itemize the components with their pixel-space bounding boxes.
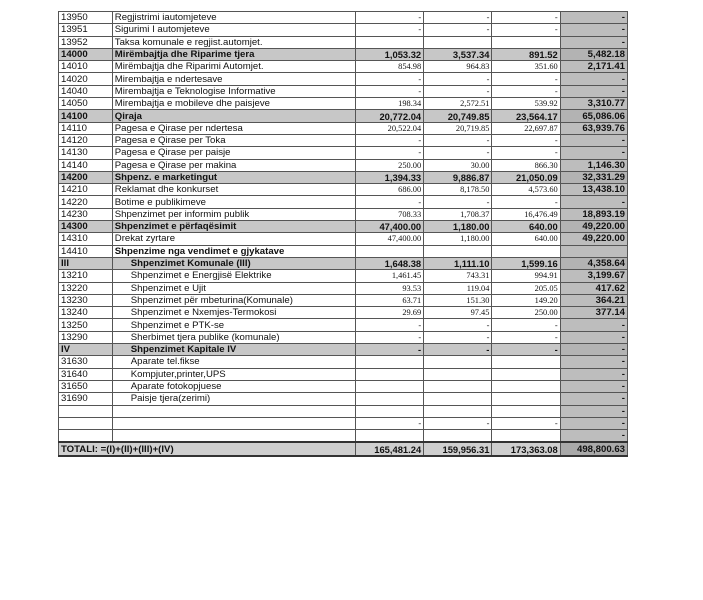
row-description: Shpenz. e marketingut [112, 171, 355, 183]
row-code: III [59, 257, 113, 269]
total-col-1: 165,481.24 [355, 442, 423, 455]
row-value-3: 205.05 [492, 282, 560, 294]
row-description: Pagesa e Qirase per makina [112, 159, 355, 171]
row-value-2: 1,180.00 [424, 221, 492, 233]
total-col-2: 159,956.31 [424, 442, 492, 455]
row-value-2 [424, 356, 492, 368]
row-code: 13230 [59, 294, 113, 306]
row-code: IV [59, 344, 113, 356]
row-total: 49,220.00 [560, 233, 627, 245]
row-description: Shpenzimet për mbeturina(Komunale) [112, 294, 355, 306]
row-code: 14140 [59, 159, 113, 171]
row-value-1: - [355, 12, 423, 24]
row-code: 14130 [59, 147, 113, 159]
row-value-3 [492, 36, 560, 48]
row-total: 1,146.30 [560, 159, 627, 171]
table-row [59, 319, 628, 331]
total-col-3: 173,363.08 [492, 442, 560, 455]
row-description: Pagesa e Qirase per Toka [112, 134, 355, 146]
row-description: Drekat zyrtare [112, 233, 355, 245]
row-value-1: 29.69 [355, 307, 423, 319]
row-code: 14010 [59, 61, 113, 73]
row-description: Aparate tel.fikse [112, 356, 355, 368]
row-value-3: 250.00 [492, 307, 560, 319]
row-value-2: 8,178.50 [424, 184, 492, 196]
row-value-3: - [492, 12, 560, 24]
row-value-3: 640.00 [492, 221, 560, 233]
row-description: Paisje tjera(zerimi) [112, 393, 355, 405]
row-description: Shpenzimet per informim publik [112, 208, 355, 220]
table-row [59, 134, 628, 146]
row-total: - [560, 393, 627, 405]
row-total: 5,482.18 [560, 48, 627, 60]
table-row [59, 270, 628, 282]
row-code: 13250 [59, 319, 113, 331]
row-value-1: 63.71 [355, 294, 423, 306]
row-value-3: - [492, 344, 560, 356]
row-value-1: - [355, 344, 423, 356]
row-description: Mirembajtja e mobileve dhe paisjeve [112, 98, 355, 110]
row-code: 14220 [59, 196, 113, 208]
row-value-2: - [424, 12, 492, 24]
row-code: 14000 [59, 48, 113, 60]
row-total: - [560, 73, 627, 85]
row-value-3: 21,050.09 [492, 171, 560, 183]
row-description [112, 417, 355, 429]
row-total: 4,358.64 [560, 257, 627, 269]
row-value-2 [424, 36, 492, 48]
row-code: 14230 [59, 208, 113, 220]
row-value-3: - [492, 417, 560, 429]
row-value-1: 198.34 [355, 98, 423, 110]
table-row [59, 368, 628, 380]
row-code [59, 430, 113, 443]
row-code: 14040 [59, 85, 113, 97]
row-value-2: - [424, 344, 492, 356]
row-total: 32,331.29 [560, 171, 627, 183]
table-row [59, 184, 628, 196]
row-value-3: - [492, 147, 560, 159]
row-value-1 [355, 245, 423, 257]
row-total: - [560, 331, 627, 343]
row-value-3: 351.60 [492, 61, 560, 73]
row-description: Regjistrimi iautomjeteve [112, 12, 355, 24]
row-total: - [560, 356, 627, 368]
row-value-1: 1,053.32 [355, 48, 423, 60]
row-value-1: - [355, 147, 423, 159]
row-code: 14410 [59, 245, 113, 257]
category-row [59, 171, 628, 183]
row-total: 65,086.06 [560, 110, 627, 122]
row-description: Shpenzime nga vendimet e gjykatave [112, 245, 355, 257]
row-value-1: - [355, 85, 423, 97]
row-total: - [560, 344, 627, 356]
row-description: Shpenzimet e përfaqësimit [112, 221, 355, 233]
row-code: 31640 [59, 368, 113, 380]
blank-row [59, 430, 628, 443]
row-value-1: - [355, 331, 423, 343]
row-description: Shpenzimet e Energjisë Elektrike [112, 270, 355, 282]
row-value-3 [492, 356, 560, 368]
row-value-1: 686.00 [355, 184, 423, 196]
row-value-1: 20,522.04 [355, 122, 423, 134]
row-total: 13,438.10 [560, 184, 627, 196]
row-code: 31690 [59, 393, 113, 405]
row-description: Mirëmbajtja dhe Riparimi Automjet. [112, 61, 355, 73]
row-value-2: 9,886.87 [424, 171, 492, 183]
row-value-2 [424, 380, 492, 392]
row-code: 14100 [59, 110, 113, 122]
category-row [59, 257, 628, 269]
row-value-3: 994.91 [492, 270, 560, 282]
row-value-2: - [424, 319, 492, 331]
row-value-2 [424, 368, 492, 380]
row-value-2 [424, 393, 492, 405]
table-row [59, 294, 628, 306]
row-value-1: 93.53 [355, 282, 423, 294]
table-row [59, 356, 628, 368]
row-value-2: - [424, 134, 492, 146]
row-total: 364.21 [560, 294, 627, 306]
table-row [59, 159, 628, 171]
row-code: 31630 [59, 356, 113, 368]
table-row [59, 307, 628, 319]
row-value-2: - [424, 331, 492, 343]
row-total: - [560, 36, 627, 48]
row-value-2: 743.31 [424, 270, 492, 282]
row-value-2: 20,719.85 [424, 122, 492, 134]
row-code: 14120 [59, 134, 113, 146]
row-total: - [560, 430, 627, 443]
row-value-1: - [355, 73, 423, 85]
row-value-1: - [355, 319, 423, 331]
row-total: 49,220.00 [560, 221, 627, 233]
row-value-3: 16,476.49 [492, 208, 560, 220]
row-code: 14020 [59, 73, 113, 85]
row-value-1: - [355, 417, 423, 429]
row-value-3: - [492, 319, 560, 331]
row-value-1: 1,648.38 [355, 257, 423, 269]
row-description: Qiraja [112, 110, 355, 122]
table-row [59, 208, 628, 220]
row-value-1: - [355, 24, 423, 36]
row-value-2: 151.30 [424, 294, 492, 306]
table-row [59, 245, 628, 257]
row-value-2: - [424, 85, 492, 97]
total-label: TOTALI: =(I)+(II)+(III)+(IV) [59, 442, 356, 455]
row-value-1: - [355, 196, 423, 208]
row-value-3: 539.92 [492, 98, 560, 110]
row-total: 377.14 [560, 307, 627, 319]
row-total: - [560, 147, 627, 159]
row-code: 13210 [59, 270, 113, 282]
row-value-1: 20,772.04 [355, 110, 423, 122]
row-code: 14050 [59, 98, 113, 110]
row-value-3 [492, 430, 560, 443]
row-description: Shpenzimet e PTK-se [112, 319, 355, 331]
row-description: Pagesa e Qirase per paisje [112, 147, 355, 159]
category-row [59, 110, 628, 122]
row-total: 417.62 [560, 282, 627, 294]
row-value-3: - [492, 331, 560, 343]
row-value-2: 2,572.51 [424, 98, 492, 110]
row-total: - [560, 417, 627, 429]
row-value-1: 1,461.45 [355, 270, 423, 282]
row-value-3 [492, 368, 560, 380]
total-grand: 498,800.63 [560, 442, 627, 455]
row-total: - [560, 24, 627, 36]
row-description: Reklamat dhe konkurset [112, 184, 355, 196]
row-value-2: - [424, 417, 492, 429]
row-value-2: - [424, 147, 492, 159]
table-row [59, 73, 628, 85]
row-value-1 [355, 430, 423, 443]
row-value-2: - [424, 73, 492, 85]
blank-row [59, 417, 628, 429]
row-value-1: 47,400.00 [355, 221, 423, 233]
row-value-2: 97.45 [424, 307, 492, 319]
row-description: Shpenzimet e Nxemjes-Termokosi [112, 307, 355, 319]
row-value-3: 891.52 [492, 48, 560, 60]
row-description: Aparate fotokopjuese [112, 380, 355, 392]
row-value-1 [355, 405, 423, 417]
row-total: - [560, 380, 627, 392]
row-total: - [560, 134, 627, 146]
row-value-3: - [492, 73, 560, 85]
row-value-2: 1,708.37 [424, 208, 492, 220]
row-value-2 [424, 405, 492, 417]
table-row [59, 12, 628, 24]
table-body [59, 12, 628, 443]
row-description: Shpenzimet e Ujit [112, 282, 355, 294]
row-value-1 [355, 368, 423, 380]
row-value-1 [355, 393, 423, 405]
row-value-1: - [355, 134, 423, 146]
row-value-3: 4,573.60 [492, 184, 560, 196]
row-value-2: - [424, 24, 492, 36]
row-total: - [560, 196, 627, 208]
table-row [59, 98, 628, 110]
row-value-3 [492, 380, 560, 392]
row-value-3: - [492, 85, 560, 97]
row-value-1: 1,394.33 [355, 171, 423, 183]
row-value-1 [355, 380, 423, 392]
row-description: Mirembajtja e ndertesave [112, 73, 355, 85]
table-row [59, 233, 628, 245]
row-value-1: 47,400.00 [355, 233, 423, 245]
row-value-3 [492, 405, 560, 417]
row-code: 14300 [59, 221, 113, 233]
row-value-3 [492, 245, 560, 257]
table-row [59, 282, 628, 294]
row-value-2 [424, 245, 492, 257]
row-value-3: - [492, 134, 560, 146]
row-total: - [560, 319, 627, 331]
row-value-2 [424, 430, 492, 443]
row-description: Pagesa e Qirase per ndertesa [112, 122, 355, 134]
row-total: - [560, 12, 627, 24]
row-value-2: - [424, 196, 492, 208]
row-description: Sherbimet tjera publike (komunale) [112, 331, 355, 343]
table-row [59, 196, 628, 208]
row-code: 13220 [59, 282, 113, 294]
row-value-3: 1,599.16 [492, 257, 560, 269]
table-row [59, 331, 628, 343]
total-row [59, 442, 628, 455]
row-value-2: 30.00 [424, 159, 492, 171]
row-value-1: 854.98 [355, 61, 423, 73]
table-row [59, 61, 628, 73]
row-description: Botime e publikimeve [112, 196, 355, 208]
row-total: 2,171.41 [560, 61, 627, 73]
row-value-3: 149.20 [492, 294, 560, 306]
row-value-1: 708.33 [355, 208, 423, 220]
row-value-2: 119.04 [424, 282, 492, 294]
row-code [59, 405, 113, 417]
table-row [59, 36, 628, 48]
row-code: 14310 [59, 233, 113, 245]
row-value-2: 3,537.34 [424, 48, 492, 60]
row-description: Kompjuter,printer,UPS [112, 368, 355, 380]
row-description: Shpenzimet Kapitale IV [112, 344, 355, 356]
row-value-3: 866.30 [492, 159, 560, 171]
row-value-2: 20,749.85 [424, 110, 492, 122]
row-description: Mirëmbajtja dhe Riparime tjera [112, 48, 355, 60]
row-value-1 [355, 36, 423, 48]
row-total: 18,893.19 [560, 208, 627, 220]
row-value-1 [355, 356, 423, 368]
table-row [59, 393, 628, 405]
row-total: 3,199.67 [560, 270, 627, 282]
row-total: - [560, 85, 627, 97]
row-description: Mirembajtja e Teknologise Informative [112, 85, 355, 97]
row-total: - [560, 368, 627, 380]
row-code: 14200 [59, 171, 113, 183]
blank-row [59, 405, 628, 417]
row-code: 13950 [59, 12, 113, 24]
row-total: 63,939.76 [560, 122, 627, 134]
row-code: 14210 [59, 184, 113, 196]
category-row [59, 344, 628, 356]
row-value-3: 22,697.87 [492, 122, 560, 134]
row-value-3 [492, 393, 560, 405]
category-row [59, 48, 628, 60]
row-description: Taksa komunale e regjist.automjet. [112, 36, 355, 48]
row-value-3: 640.00 [492, 233, 560, 245]
row-code: 14110 [59, 122, 113, 134]
table-row [59, 24, 628, 36]
expenditure-table-sheet [58, 11, 628, 457]
row-code: 31650 [59, 380, 113, 392]
row-description: Shpenzimet Komunale (III) [112, 257, 355, 269]
row-value-2: 1,180.00 [424, 233, 492, 245]
row-value-3: - [492, 196, 560, 208]
row-code: 13951 [59, 24, 113, 36]
row-total [560, 245, 627, 257]
table-row [59, 122, 628, 134]
row-value-2: 964.83 [424, 61, 492, 73]
row-total: - [560, 405, 627, 417]
row-value-1: 250.00 [355, 159, 423, 171]
row-total: 3,310.77 [560, 98, 627, 110]
row-value-3: - [492, 24, 560, 36]
row-code [59, 417, 113, 429]
expenditure-table [58, 11, 628, 457]
row-code: 13290 [59, 331, 113, 343]
row-code: 13240 [59, 307, 113, 319]
row-code: 13952 [59, 36, 113, 48]
table-row [59, 85, 628, 97]
table-row [59, 147, 628, 159]
category-row [59, 221, 628, 233]
row-value-2: 1,111.10 [424, 257, 492, 269]
row-value-3: 23,564.17 [492, 110, 560, 122]
row-description [112, 405, 355, 417]
row-description: Sigurimi I automjeteve [112, 24, 355, 36]
row-description [112, 430, 355, 443]
table-row [59, 380, 628, 392]
